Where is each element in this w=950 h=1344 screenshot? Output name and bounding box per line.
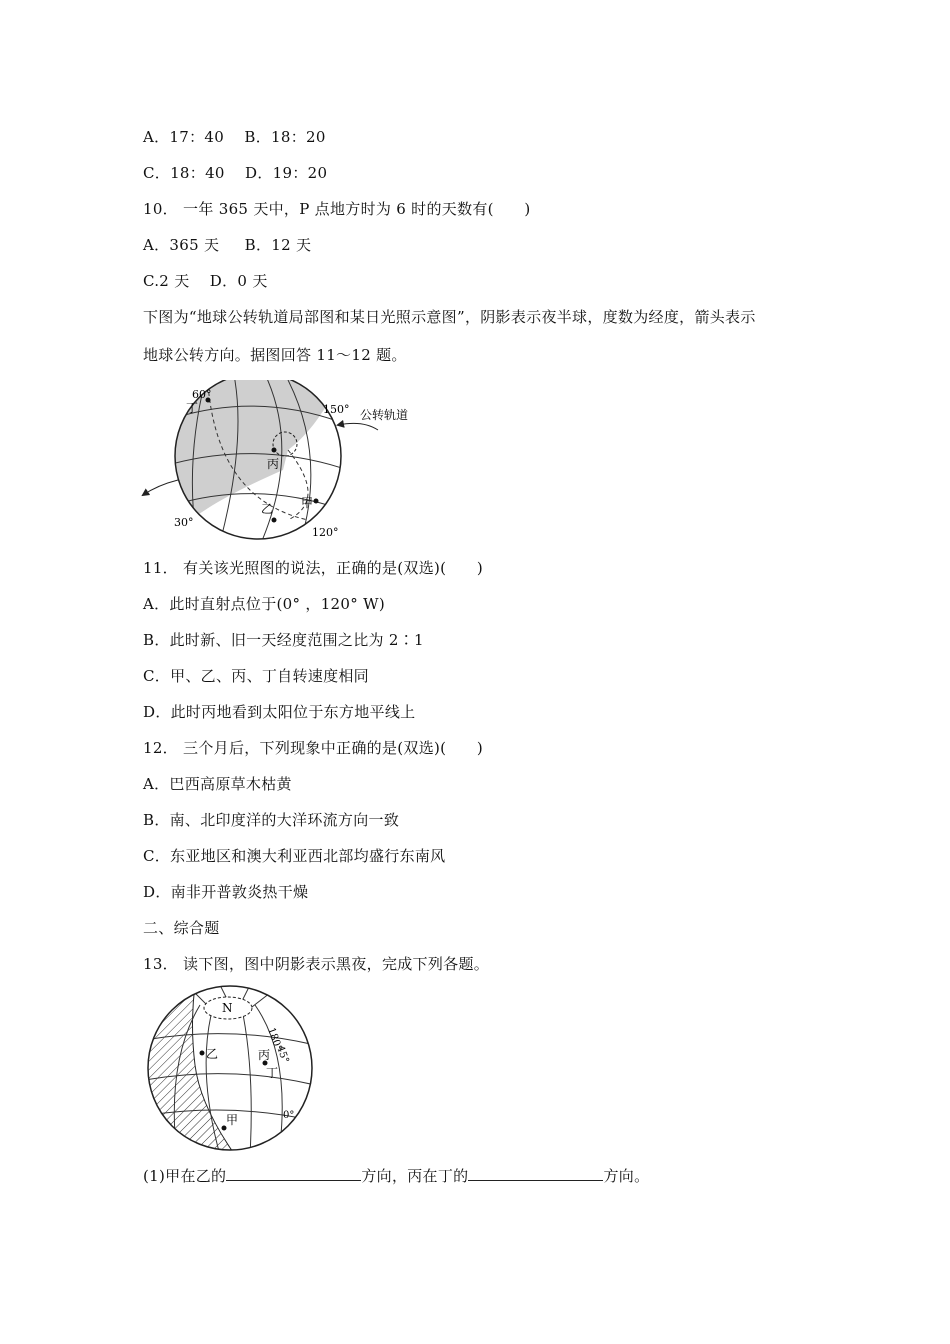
orbit-arrow-right: [338, 423, 378, 430]
label-45deg: 45°: [274, 1044, 291, 1065]
q11-option-d: D．此时丙地看到太阳位于东方地平线上: [143, 703, 416, 721]
q11-option-a: A．此时直射点位于(0° ，120° W): [143, 595, 385, 613]
label-150deg: 150°: [323, 403, 350, 416]
point-yi: [272, 518, 277, 523]
intro-11-12-line1: 下图为“地球公转轨道局部图和某日光照示意图”，阴影表示夜半球，度数为经度，箭头表示: [143, 308, 756, 326]
q10-options-ab: A．365 天 B．12 天: [143, 236, 312, 254]
label-bing: 丙: [267, 457, 280, 471]
point-jia: [314, 499, 319, 504]
label-jia: 甲: [301, 496, 314, 510]
label-30deg: 30°: [174, 516, 194, 529]
q11-option-b: B．此时新、旧一天经度范围之比为 2∶1: [143, 631, 424, 649]
label-60deg: 60°: [192, 388, 212, 401]
point-yi-2: [200, 1051, 205, 1056]
q10-options-cd: C.2 天 D．0 天: [143, 272, 268, 290]
q12-option-b: B．南、北印度洋的大洋环流方向一致: [143, 811, 400, 829]
q13-part1-text-c: 方向。: [603, 1167, 650, 1185]
label-bing-2: 丙: [258, 1048, 271, 1062]
label-180deg: 180°: [265, 1026, 284, 1053]
q12-option-a: A．巴西高原草木枯黄: [143, 775, 292, 793]
q12-option-c: C．东亚地区和澳大利亚西北部均盛行东南风: [143, 847, 446, 865]
label-orbit: 公转轨道: [360, 408, 409, 422]
q13-part1-text-a: (1)甲在乙的: [143, 1167, 227, 1185]
label-jia-2: 甲: [226, 1113, 239, 1127]
label-n: N: [222, 1001, 233, 1015]
orbit-arrow-left: [143, 480, 178, 495]
label-0deg: 0°: [283, 1110, 295, 1121]
q11-option-c: C．甲、乙、丙、丁自转速度相同: [143, 667, 369, 685]
label-ding: 丁: [186, 401, 199, 415]
label-ding-2: 丁: [266, 1066, 279, 1080]
label-120deg: 120°: [312, 526, 339, 539]
q12-stem: 12． 三个月后，下列现象中正确的是(双选)( ): [143, 739, 484, 757]
figure-globe-night: [140, 985, 320, 1155]
label-yi-2: 乙: [206, 1047, 219, 1061]
answer-blank-1[interactable]: [226, 1164, 361, 1181]
point-bing: [272, 448, 277, 453]
q13-part1: [143, 1164, 649, 1186]
q13-part1-text-b: 方向，丙在丁的: [361, 1167, 469, 1185]
q9-options-ab: A．17：40 B．18：20: [143, 128, 326, 146]
section-title: 二、综合题: [143, 919, 220, 937]
q11-stem: 11． 有关该光照图的说法，正确的是(双选)( ): [143, 559, 484, 577]
q12-option-d: D．南非开普敦炎热干燥: [143, 883, 309, 901]
figure-orbit-illumination: [138, 380, 428, 550]
q13-stem: 13． 读下图，图中阴影表示黑夜，完成下列各题。: [143, 955, 490, 973]
answer-blank-2[interactable]: [468, 1164, 603, 1181]
label-yi: 乙: [261, 502, 274, 516]
intro-11-12-line2: 地球公转方向。据图回答 11～12 题。: [143, 346, 407, 364]
q10-stem: 10． 一年 365 天中，P 点地方时为 6 时的天数有( ): [143, 200, 531, 218]
q9-options-cd: C．18：40 D．19：20: [143, 164, 328, 182]
